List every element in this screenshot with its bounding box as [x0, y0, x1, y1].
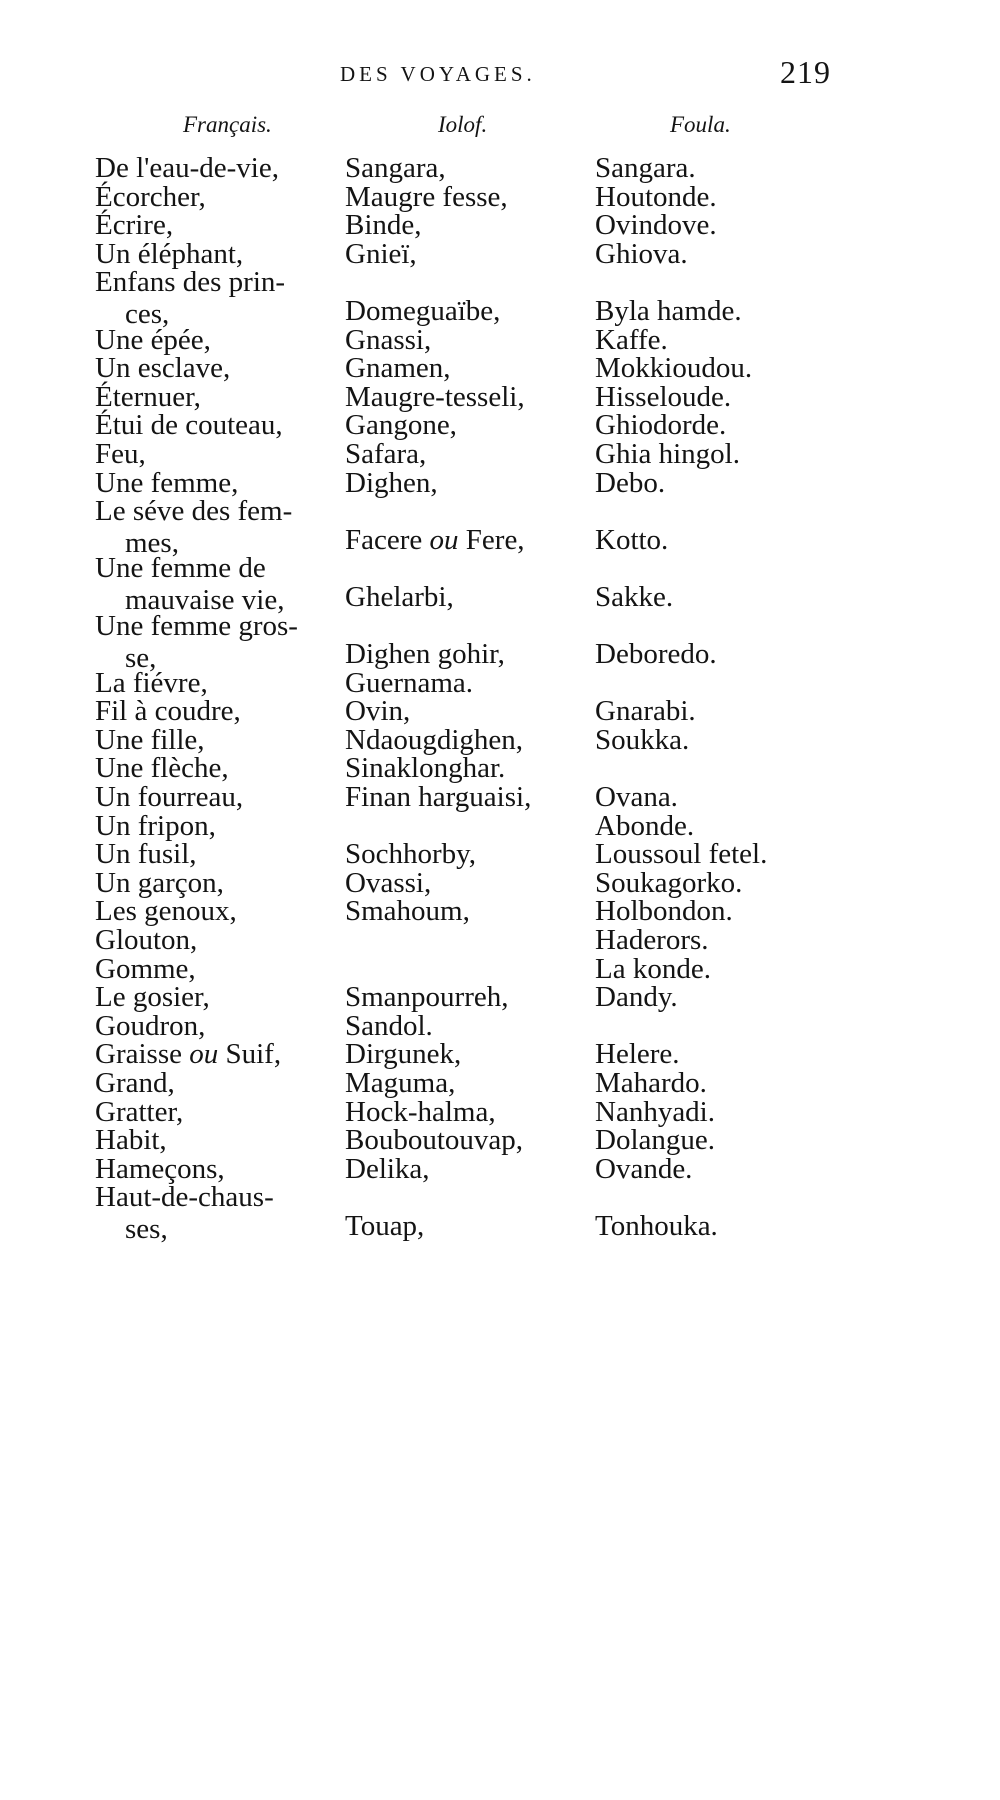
- foula-term: Soukagorko.: [595, 866, 743, 899]
- francais-term: [95, 781, 345, 813]
- francais-term: [95, 953, 345, 985]
- iolof-term: Ovassi,: [345, 866, 432, 899]
- iolof-part: Fere,: [458, 523, 525, 556]
- francais-term: [95, 867, 345, 899]
- vocabulary-entry: [0, 180, 1000, 213]
- francais-line: Un garçon,: [95, 866, 224, 899]
- francais-part: Graisse: [95, 1038, 190, 1071]
- vocabulary-entry: [0, 1067, 1000, 1099]
- francais-term: [95, 438, 345, 470]
- francais-line: Grand,: [95, 1067, 175, 1099]
- vocabulary-entry: [0, 1009, 1000, 1042]
- iolof-term: Guernama.: [345, 666, 474, 699]
- francais-line: Enfans des prin-: [95, 266, 286, 299]
- vocabulary-entry: [0, 266, 1000, 331]
- francais-line: Fil à coudre,: [95, 695, 241, 728]
- conjunction-ou: ou: [189, 1038, 219, 1071]
- francais-line: Écrire,: [95, 209, 174, 242]
- francais-term: [95, 1181, 345, 1245]
- francais-line: De l'eau-de-vie,: [95, 152, 279, 184]
- iolof-term: Maguma,: [345, 1067, 456, 1099]
- iolof-term: Safara,: [345, 437, 427, 470]
- iolof-term: Bouboutouvap,: [345, 1124, 524, 1157]
- foula-term: Mahardo.: [595, 1067, 707, 1099]
- iolof-term: Sangara,: [345, 152, 446, 184]
- iolof-term: Ovin,: [345, 695, 411, 728]
- column-header-iolof: Iolof.: [438, 112, 488, 137]
- francais-term: [95, 495, 345, 559]
- francais-term: [95, 467, 345, 499]
- iolof-term: Maugre-tesseli,: [345, 380, 525, 413]
- iolof-part: Facere: [345, 523, 430, 556]
- iolof-term: Binde,: [345, 209, 422, 242]
- iolof-term: Smanpourreh,: [345, 981, 509, 1014]
- francais-line: ces,: [125, 298, 170, 331]
- iolof-term: Touap,: [345, 1209, 425, 1242]
- vocabulary-list: [0, 152, 1000, 1246]
- vocabulary-entry: [0, 609, 1000, 674]
- francais-term: [95, 238, 345, 270]
- francais-term: [95, 695, 345, 727]
- francais-term: [95, 266, 345, 330]
- vocabulary-entry: [0, 237, 1000, 270]
- francais-term: [95, 924, 345, 956]
- francais-line: Gratter,: [95, 1095, 184, 1128]
- page-number: 219: [780, 54, 831, 90]
- francais-line: Un fusil,: [95, 838, 197, 871]
- francais-line: Le séve des fem-: [95, 495, 293, 528]
- francais-line: Une femme de: [95, 552, 266, 585]
- vocabulary-entry: [0, 1095, 1000, 1128]
- francais-term: [95, 1153, 345, 1185]
- francais-line: Feu,: [95, 437, 146, 470]
- foula-term: Houtonde.: [595, 180, 717, 213]
- francais-term: [95, 895, 345, 927]
- francais-term: [95, 409, 345, 441]
- vocabulary-entry: [0, 695, 1000, 728]
- francais-line: Une épée,: [95, 323, 211, 356]
- francais-term: [95, 1067, 345, 1099]
- foula-term: Ovana.: [595, 781, 678, 814]
- francais-line: Écorcher,: [95, 180, 206, 213]
- vocabulary-entry: [0, 781, 1000, 814]
- francais-line: mes,: [125, 527, 179, 560]
- francais-line: La fiévre,: [95, 666, 208, 699]
- francais-line: Éternuer,: [95, 380, 201, 413]
- francais-term: [95, 610, 345, 674]
- foula-term: Haderors.: [595, 924, 709, 957]
- francais-term: [95, 381, 345, 413]
- vocabulary-entry: [0, 1152, 1000, 1185]
- francais-term: [95, 667, 345, 699]
- vocabulary-entry: [0, 924, 1000, 957]
- francais-line: [95, 1038, 345, 1070]
- francais-line: Une femme,: [95, 466, 239, 499]
- iolof-term: Sochhorby,: [345, 838, 477, 871]
- foula-term: La konde.: [595, 952, 711, 985]
- foula-term: Byla hamde.: [595, 294, 742, 327]
- foula-term: Ghiova.: [595, 237, 688, 270]
- foula-term: Dolangue.: [595, 1124, 715, 1157]
- iolof-term: [345, 524, 595, 556]
- vocabulary-entry: [0, 866, 1000, 899]
- conjunction-ou: ou: [429, 523, 459, 556]
- iolof-term: Dighen,: [345, 466, 438, 499]
- vocabulary-entry: [0, 1124, 1000, 1157]
- iolof-term: Gangone,: [345, 409, 457, 442]
- foula-term: Dandy.: [595, 981, 678, 1014]
- iolof-term: Delika,: [345, 1152, 430, 1185]
- iolof-term: Domeguaïbe,: [345, 294, 501, 327]
- vocabulary-entry: [0, 437, 1000, 470]
- francais-line: Un esclave,: [95, 352, 231, 385]
- vocabulary-entry: [0, 1038, 1000, 1071]
- iolof-term: Gnamen,: [345, 352, 451, 385]
- foula-term: Holbondon.: [595, 895, 733, 928]
- francais-term: [95, 838, 345, 870]
- vocabulary-entry: [0, 1181, 1000, 1246]
- francais-line: Glouton,: [95, 924, 198, 957]
- foula-term: Helere.: [595, 1038, 680, 1071]
- iolof-term: Smahoum,: [345, 895, 470, 928]
- francais-line: Goudron,: [95, 1009, 206, 1042]
- francais-line: Un fripon,: [95, 809, 216, 842]
- francais-term: [95, 552, 345, 616]
- foula-term: Soukka.: [595, 723, 690, 756]
- iolof-term: Sinaklonghar.: [345, 752, 506, 785]
- vocabulary-entry: [0, 495, 1000, 560]
- foula-term: Nanhyadi.: [595, 1095, 715, 1128]
- vocabulary-entry: [0, 952, 1000, 985]
- iolof-term: Sandol.: [345, 1009, 433, 1042]
- vocabulary-entry: [0, 723, 1000, 756]
- iolof-term: Dirgunek,: [345, 1038, 462, 1071]
- francais-term: [95, 1038, 345, 1070]
- francais-term: [95, 181, 345, 213]
- francais-line: Le gosier,: [95, 981, 210, 1014]
- iolof-term: Gnieï,: [345, 237, 417, 270]
- iolof-term: Maugre fesse,: [345, 180, 508, 213]
- iolof-term: Hock-halma,: [345, 1095, 496, 1128]
- vocabulary-entry: [0, 466, 1000, 499]
- foula-term: Mokkioudou.: [595, 352, 753, 385]
- vocabulary-entry: [0, 352, 1000, 385]
- francais-term: [95, 324, 345, 356]
- foula-term: Gnarabi.: [595, 695, 696, 728]
- iolof-term: Gnassi,: [345, 323, 432, 356]
- foula-term: Ovindove.: [595, 209, 717, 242]
- vocabulary-entry: [0, 838, 1000, 871]
- francais-term: [95, 352, 345, 384]
- francais-line: Un éléphant,: [95, 237, 244, 270]
- foula-term: Abonde.: [595, 809, 695, 842]
- vocabulary-entry: [0, 409, 1000, 442]
- francais-line: Les genoux,: [95, 895, 237, 928]
- iolof-term: Ghelarbi,: [345, 580, 454, 613]
- foula-term: Kotto.: [595, 523, 669, 556]
- vocabulary-entry: [0, 809, 1000, 842]
- francais-term: [95, 810, 345, 842]
- iolof-term: Dighen gohir,: [345, 638, 505, 671]
- vocabulary-entry: [0, 323, 1000, 356]
- vocabulary-entry: [0, 209, 1000, 242]
- vocabulary-entry: [0, 552, 1000, 617]
- iolof-term: Finan harguaisi,: [345, 781, 532, 814]
- francais-term: [95, 981, 345, 1013]
- foula-term: Ovande.: [595, 1152, 693, 1185]
- francais-term: [95, 1096, 345, 1128]
- foula-term: Sangara.: [595, 152, 696, 184]
- francais-line: Un fourreau,: [95, 781, 244, 814]
- francais-line: Une flèche,: [95, 752, 229, 785]
- francais-line: Hameçons,: [95, 1152, 225, 1185]
- vocabulary-entry: [0, 380, 1000, 413]
- foula-term: Kaffe.: [595, 323, 668, 356]
- vocabulary-entry: [0, 152, 1000, 184]
- francais-line: ses,: [125, 1213, 168, 1246]
- francais-line: Gomme,: [95, 952, 196, 985]
- column-header-foula: Foula.: [670, 112, 731, 137]
- running-head: DES VOYAGES.: [340, 62, 536, 86]
- foula-term: Loussoul fetel.: [595, 838, 768, 871]
- vocabulary-entry: [0, 981, 1000, 1014]
- francais-line: mauvaise vie,: [125, 584, 285, 617]
- iolof-term: Ndaougdighen,: [345, 723, 523, 756]
- francais-line: Haut-de-chaus-: [95, 1181, 274, 1214]
- vocabulary-entry: [0, 666, 1000, 699]
- francais-line: Étui de couteau,: [95, 409, 283, 442]
- foula-term: Ghiodorde.: [595, 409, 727, 442]
- francais-term: [95, 1124, 345, 1156]
- column-header-francais: Français.: [183, 112, 272, 137]
- francais-term: [95, 752, 345, 784]
- francais-line: se,: [125, 641, 157, 674]
- francais-part: Suif,: [218, 1038, 282, 1071]
- foula-term: Debo.: [595, 466, 666, 499]
- vocabulary-entry: [0, 752, 1000, 785]
- francais-line: Une fille,: [95, 723, 205, 756]
- francais-term: [95, 724, 345, 756]
- foula-term: Ghia hingol.: [595, 437, 740, 470]
- foula-term: Deboredo.: [595, 638, 717, 671]
- francais-term: [95, 209, 345, 241]
- vocabulary-entry: [0, 895, 1000, 928]
- francais-term: [95, 152, 345, 184]
- francais-term: [95, 1010, 345, 1042]
- foula-term: Tonhouka.: [595, 1209, 718, 1242]
- francais-line: Habit,: [95, 1124, 167, 1157]
- foula-term: Sakke.: [595, 580, 674, 613]
- foula-term: Hisseloude.: [595, 380, 732, 413]
- francais-line: Une femme gros-: [95, 609, 298, 642]
